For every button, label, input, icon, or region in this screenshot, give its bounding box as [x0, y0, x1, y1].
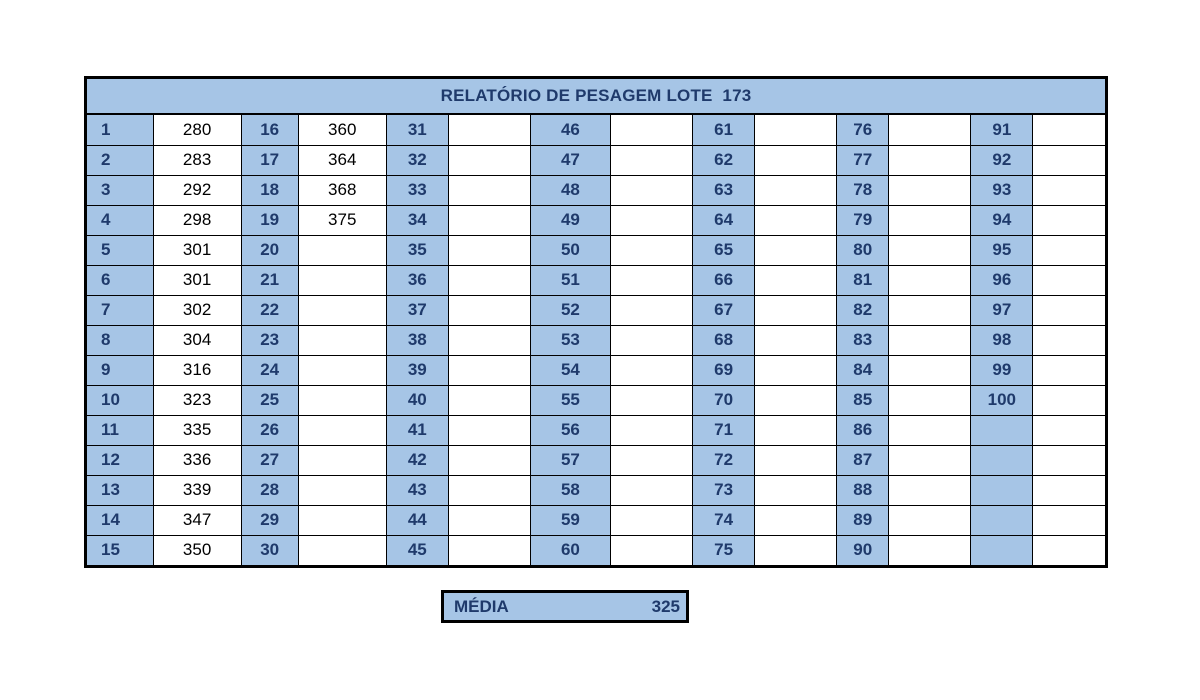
weight-cell — [1033, 415, 1105, 445]
animal-number-cell: 56 — [530, 415, 610, 445]
weight-cell: 364 — [298, 145, 386, 175]
weight-cell: 301 — [153, 265, 241, 295]
weight-cell — [755, 385, 837, 415]
weight-cell — [755, 325, 837, 355]
weight-cell — [448, 325, 530, 355]
animal-number-cell: 82 — [837, 295, 889, 325]
weight-cell — [448, 535, 530, 565]
weight-cell — [610, 415, 692, 445]
table-row — [87, 235, 1105, 265]
animal-number-cell: 60 — [530, 535, 610, 565]
weight-cell — [448, 265, 530, 295]
weight-cell — [889, 145, 971, 175]
animal-number-cell: 20 — [241, 235, 298, 265]
animal-number-cell: 59 — [530, 505, 610, 535]
weight-cell — [610, 445, 692, 475]
weighing-report — [84, 76, 1108, 568]
animal-number-cell: 24 — [241, 355, 298, 385]
animal-number-cell: 85 — [837, 385, 889, 415]
animal-number-cell: 93 — [971, 175, 1033, 205]
weight-cell — [1033, 235, 1105, 265]
weight-cell — [610, 505, 692, 535]
weight-cell — [610, 355, 692, 385]
animal-number-cell: 53 — [530, 325, 610, 355]
animal-number-cell: 8 — [87, 325, 153, 355]
weight-cell: 368 — [298, 175, 386, 205]
weight-cell — [298, 265, 386, 295]
animal-number-cell: 75 — [693, 535, 755, 565]
table-row — [87, 505, 1105, 535]
animal-number-cell: 78 — [837, 175, 889, 205]
weight-cell: 375 — [298, 205, 386, 235]
animal-number-cell: 17 — [241, 145, 298, 175]
animal-number-cell: 96 — [971, 265, 1033, 295]
weight-cell — [610, 385, 692, 415]
table-row — [87, 445, 1105, 475]
weight-cell — [448, 385, 530, 415]
weight-cell — [610, 175, 692, 205]
animal-number-cell: 63 — [693, 175, 755, 205]
weight-cell — [889, 415, 971, 445]
weight-cell — [448, 235, 530, 265]
animal-number-cell: 80 — [837, 235, 889, 265]
weight-cell: 323 — [153, 385, 241, 415]
weight-cell — [755, 475, 837, 505]
weight-cell — [1033, 265, 1105, 295]
animal-number-cell: 10 — [87, 385, 153, 415]
animal-number-cell: 7 — [87, 295, 153, 325]
weight-cell — [610, 145, 692, 175]
animal-number-cell: 19 — [241, 205, 298, 235]
animal-number-cell: 51 — [530, 265, 610, 295]
weight-cell — [1033, 505, 1105, 535]
table-row — [87, 325, 1105, 355]
animal-number-cell — [971, 445, 1033, 475]
animal-number-cell: 83 — [837, 325, 889, 355]
animal-number-cell: 1 — [87, 115, 153, 145]
animal-number-cell: 15 — [87, 535, 153, 565]
animal-number-cell: 71 — [693, 415, 755, 445]
weight-cell — [889, 445, 971, 475]
animal-number-cell: 18 — [241, 175, 298, 205]
weight-cell — [1033, 205, 1105, 235]
animal-number-cell: 41 — [386, 415, 448, 445]
animal-number-cell: 91 — [971, 115, 1033, 145]
animal-number-cell: 89 — [837, 505, 889, 535]
animal-number-cell: 66 — [693, 265, 755, 295]
animal-number-cell: 100 — [971, 385, 1033, 415]
weight-cell — [755, 115, 837, 145]
animal-number-cell — [971, 505, 1033, 535]
weight-cell — [1033, 295, 1105, 325]
weight-cell — [889, 205, 971, 235]
animal-number-cell: 50 — [530, 235, 610, 265]
weight-cell: 339 — [153, 475, 241, 505]
animal-number-cell: 21 — [241, 265, 298, 295]
animal-number-cell: 67 — [693, 295, 755, 325]
weight-cell — [755, 205, 837, 235]
weight-cell — [448, 355, 530, 385]
animal-number-cell: 9 — [87, 355, 153, 385]
weight-cell — [889, 385, 971, 415]
animal-number-cell: 77 — [837, 145, 889, 175]
weight-cell: 350 — [153, 535, 241, 565]
weight-cell — [298, 325, 386, 355]
weight-cell — [889, 325, 971, 355]
weight-cell — [1033, 175, 1105, 205]
animal-number-cell: 33 — [386, 175, 448, 205]
weight-cell — [610, 475, 692, 505]
weight-cell: 302 — [153, 295, 241, 325]
animal-number-cell: 86 — [837, 415, 889, 445]
weight-cell — [755, 355, 837, 385]
weight-cell — [610, 235, 692, 265]
weight-cell — [755, 535, 837, 565]
weight-cell — [610, 535, 692, 565]
weight-cell: 280 — [153, 115, 241, 145]
animal-number-cell: 28 — [241, 475, 298, 505]
animal-number-cell: 43 — [386, 475, 448, 505]
weight-cell — [448, 145, 530, 175]
weight-cell — [298, 505, 386, 535]
weight-cell — [1033, 115, 1105, 145]
animal-number-cell — [971, 415, 1033, 445]
weight-cell — [1033, 325, 1105, 355]
weight-cell — [298, 535, 386, 565]
weight-cell — [755, 265, 837, 295]
animal-number-cell: 46 — [530, 115, 610, 145]
weight-cell: 292 — [153, 175, 241, 205]
weight-cell — [889, 265, 971, 295]
weight-cell — [889, 475, 971, 505]
animal-number-cell: 36 — [386, 265, 448, 295]
weight-cell — [889, 535, 971, 565]
animal-number-cell: 26 — [241, 415, 298, 445]
weight-cell — [755, 445, 837, 475]
average-box — [441, 590, 689, 623]
weight-cell: 283 — [153, 145, 241, 175]
weight-cell — [610, 325, 692, 355]
weight-cell — [610, 265, 692, 295]
weight-cell — [1033, 535, 1105, 565]
animal-number-cell: 61 — [693, 115, 755, 145]
weight-cell — [448, 475, 530, 505]
weight-cell — [755, 295, 837, 325]
animal-number-cell: 69 — [693, 355, 755, 385]
weight-cell — [298, 445, 386, 475]
weight-cell — [889, 295, 971, 325]
animal-number-cell: 65 — [693, 235, 755, 265]
animal-number-cell: 35 — [386, 235, 448, 265]
animal-number-cell: 74 — [693, 505, 755, 535]
animal-number-cell: 49 — [530, 205, 610, 235]
animal-number-cell: 13 — [87, 475, 153, 505]
weight-cell — [448, 445, 530, 475]
table-row — [87, 535, 1105, 565]
weight-cell: 298 — [153, 205, 241, 235]
animal-number-cell: 47 — [530, 145, 610, 175]
weight-cell — [889, 355, 971, 385]
report-title: RELATÓRIO DE PESAGEM LOTE 173 — [87, 79, 1105, 115]
weight-cell — [448, 115, 530, 145]
weight-cell — [755, 235, 837, 265]
animal-number-cell: 40 — [386, 385, 448, 415]
animal-number-cell — [971, 475, 1033, 505]
animal-number-cell: 54 — [530, 355, 610, 385]
weight-cell: 335 — [153, 415, 241, 445]
animal-number-cell: 11 — [87, 415, 153, 445]
animal-number-cell: 88 — [837, 475, 889, 505]
animal-number-cell: 90 — [837, 535, 889, 565]
table-row — [87, 295, 1105, 325]
weight-cell — [755, 415, 837, 445]
table-row — [87, 355, 1105, 385]
weight-cell: 301 — [153, 235, 241, 265]
table-row — [87, 415, 1105, 445]
animal-number-cell: 2 — [87, 145, 153, 175]
table-row — [87, 175, 1105, 205]
weight-cell — [1033, 475, 1105, 505]
weight-cell — [298, 475, 386, 505]
table-row — [87, 205, 1105, 235]
weight-cell: 336 — [153, 445, 241, 475]
animal-number-cell — [971, 535, 1033, 565]
animal-number-cell: 97 — [971, 295, 1033, 325]
animal-number-cell: 5 — [87, 235, 153, 265]
weight-cell — [298, 385, 386, 415]
animal-number-cell: 4 — [87, 205, 153, 235]
animal-number-cell: 45 — [386, 535, 448, 565]
animal-number-cell: 27 — [241, 445, 298, 475]
animal-number-cell: 22 — [241, 295, 298, 325]
weight-cell: 316 — [153, 355, 241, 385]
weight-cell — [755, 505, 837, 535]
animal-number-cell: 52 — [530, 295, 610, 325]
animal-number-cell: 23 — [241, 325, 298, 355]
table-row — [87, 385, 1105, 415]
weight-cell — [755, 175, 837, 205]
weight-cell — [298, 295, 386, 325]
animal-number-cell: 57 — [530, 445, 610, 475]
average-value: 325 — [651, 596, 680, 616]
weight-cell — [298, 415, 386, 445]
animal-number-cell: 31 — [386, 115, 448, 145]
animal-number-cell: 3 — [87, 175, 153, 205]
weight-cell — [448, 205, 530, 235]
animal-number-cell: 62 — [693, 145, 755, 175]
animal-number-cell: 16 — [241, 115, 298, 145]
weight-cell — [448, 295, 530, 325]
animal-number-cell: 68 — [693, 325, 755, 355]
weight-cell — [610, 115, 692, 145]
animal-number-cell: 73 — [693, 475, 755, 505]
animal-number-cell: 92 — [971, 145, 1033, 175]
animal-number-cell: 72 — [693, 445, 755, 475]
weight-cell: 304 — [153, 325, 241, 355]
weight-cell: 360 — [298, 115, 386, 145]
weight-cell — [889, 115, 971, 145]
animal-number-cell: 14 — [87, 505, 153, 535]
animal-number-cell: 29 — [241, 505, 298, 535]
weight-cell — [610, 205, 692, 235]
animal-number-cell: 48 — [530, 175, 610, 205]
animal-number-cell: 39 — [386, 355, 448, 385]
animal-number-cell: 55 — [530, 385, 610, 415]
weight-cell: 347 — [153, 505, 241, 535]
animal-number-cell: 70 — [693, 385, 755, 415]
table-row — [87, 145, 1105, 175]
weight-cell — [448, 505, 530, 535]
weight-cell — [889, 175, 971, 205]
animal-number-cell: 79 — [837, 205, 889, 235]
animal-number-cell: 42 — [386, 445, 448, 475]
table-row — [87, 265, 1105, 295]
animal-number-cell: 12 — [87, 445, 153, 475]
weight-cell — [1033, 445, 1105, 475]
weight-cell — [755, 145, 837, 175]
weight-cell — [889, 505, 971, 535]
table-row — [87, 475, 1105, 505]
average-label: MÉDIA — [454, 596, 509, 616]
animal-number-cell: 95 — [971, 235, 1033, 265]
animal-number-cell: 84 — [837, 355, 889, 385]
weight-cell — [448, 175, 530, 205]
animal-number-cell: 30 — [241, 535, 298, 565]
animal-number-cell: 44 — [386, 505, 448, 535]
weight-cell — [889, 235, 971, 265]
weighing-table — [87, 115, 1105, 565]
animal-number-cell: 38 — [386, 325, 448, 355]
animal-number-cell: 76 — [837, 115, 889, 145]
weight-cell — [1033, 385, 1105, 415]
weight-cell — [298, 355, 386, 385]
animal-number-cell: 37 — [386, 295, 448, 325]
animal-number-cell: 98 — [971, 325, 1033, 355]
weight-cell — [448, 415, 530, 445]
weight-cell — [610, 295, 692, 325]
animal-number-cell: 81 — [837, 265, 889, 295]
animal-number-cell: 64 — [693, 205, 755, 235]
animal-number-cell: 58 — [530, 475, 610, 505]
weight-cell — [1033, 145, 1105, 175]
weight-cell — [1033, 355, 1105, 385]
table-row — [87, 115, 1105, 145]
animal-number-cell: 94 — [971, 205, 1033, 235]
animal-number-cell: 34 — [386, 205, 448, 235]
animal-number-cell: 25 — [241, 385, 298, 415]
animal-number-cell: 6 — [87, 265, 153, 295]
weight-cell — [298, 235, 386, 265]
animal-number-cell: 32 — [386, 145, 448, 175]
animal-number-cell: 99 — [971, 355, 1033, 385]
animal-number-cell: 87 — [837, 445, 889, 475]
